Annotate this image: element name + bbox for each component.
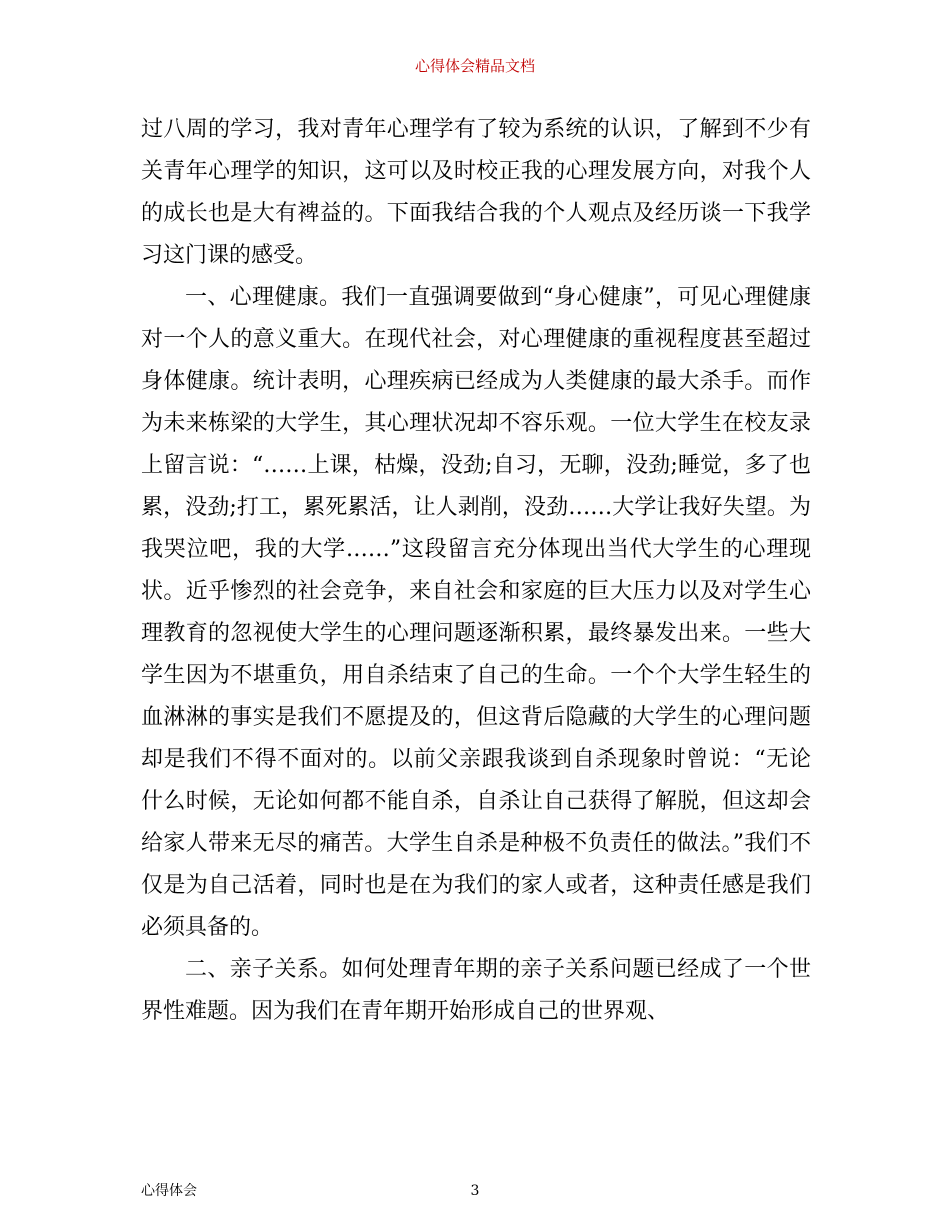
page-header-title: 心得体会精品文档 [414, 57, 535, 75]
paragraph-intro: 过八周的学习，我对青年心理学有了较为系统的认识，了解到不少有关青年心理学的知识，这可以及时校正我的心理发展方向，对我个人的成长也是大有裨益的。下面我结合我的个人观点及经历谈一下我学习这门课的感受。 [141, 117, 811, 268]
paragraph-mental-health: 一、心理健康。我们一直强调要做到“身心健康”，可见心理健康对一个人的意义重大。在现代社会，对心理健康的重视程度甚至超过身体健康。统计表明，心理疾病已经成为人类健康的最大杀手。而作为未来栋梁的大学生，其心理状况却不容乐观。一位大学生在校友录上留言说：“……上课，枯燥，没劲;自习，无聊，没劲;睡觉，多了也累，没劲;打工，累死累活，让人剥削，没劲……大学让我好失望。为我哭泣吧，我的大学……”这段留言充分体现出当代大学生的心理现状。近乎惨烈的社会竞争，来自社会和家庭的巨大压力以及对学生心理教育的忽视使大学生的心理问题逐渐积累，最终暴发出来。一些大学生因为不堪重负，用自杀结束了自己的生命。一个个大学生轻生的血淋淋的事实是我们不愿提及的，但这背后隐藏的大学生的心理问题却是我们不得不面对的。以前父亲跟我谈到自杀现象时曾说：“无论什么时候，无论如何都不能自杀，自杀让自己获得了解脱，但这却会给家人带来无尽的痛苦。大学生自杀是种极不负责任的做法。”我们不仅是为自己活着，同时也是在为我们的家人或者，这种责任感是我们必须具备的。 [141, 285, 811, 940]
page-number: 3 [470, 1183, 480, 1199]
footer-label: 心得体会 [141, 1183, 197, 1199]
paragraph-parent-child: 二、亲子关系。如何处理青年期的亲子关系问题已经成了一个世界性难题。因为我们在青年期开始形成自己的世界观、 [141, 957, 811, 1024]
document-body [141, 109, 811, 1033]
